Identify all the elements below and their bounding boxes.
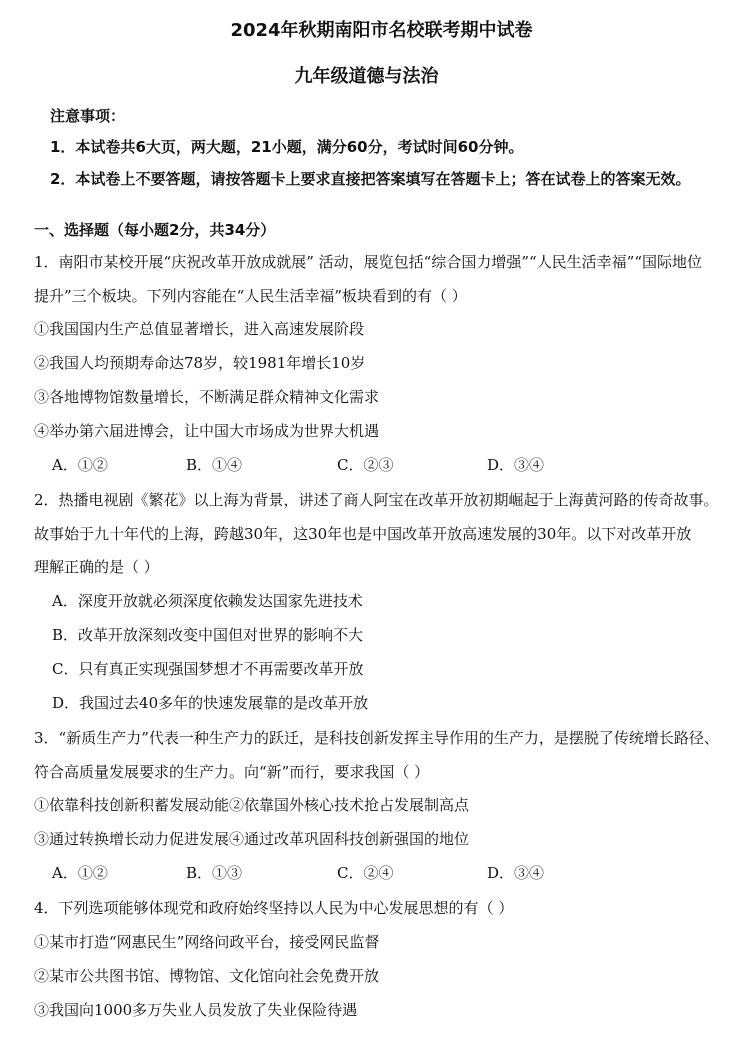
question-3-statement-1: ①依靠科技创新积蓄发展动能②依靠国外核心技术抢占发展制高点	[34, 796, 470, 814]
question-3-option-c: C．②④	[337, 864, 394, 882]
question-4-statement-1: ①某市打造“网惠民生”网络问政平台，接受网民监督	[34, 933, 380, 951]
question-1-statement-3: ③各地博物馆数量增长，不断满足群众精神文化需求	[34, 388, 380, 406]
question-3-option-d: D．③④	[487, 864, 545, 882]
question-4-statement-2: ②某市公共图书馆、博物馆、文化馆向社会免费开放	[34, 967, 380, 985]
question-4-stem-line-1: 4．下列选项能够体现党和政府始终坚持以人民为中心发展思想的有（ ）	[34, 899, 514, 917]
notice-item-2: 2．本试卷上不要答题，请按答题卡上要求直接把答案填写在答题卡上；答在试卷上的答案无效。	[50, 170, 691, 188]
question-3-option-b: B．①③	[186, 864, 243, 882]
question-2-option-c: C．只有真正实现强国梦想才不再需要改革开放	[52, 660, 364, 678]
question-2-stem-line-2: 故事始于九十年代的上海，跨越30年，这30年也是中国改革开放高速发展的30年。以下对改革开放	[34, 525, 692, 543]
question-1-option-b: B．①④	[186, 456, 243, 474]
question-1-option-d: D．③④	[487, 456, 545, 474]
question-1-stem-line-1: 1．南阳市某校开展“庆祝改革开放成就展” 活动，展览包括“综合国力增强”“人民生活幸福”“国际地位	[34, 253, 702, 271]
question-1-option-c: C．②③	[337, 456, 394, 474]
question-2-option-d: D．我国过去40多年的快速发展靠的是改革开放	[52, 694, 369, 712]
question-3-option-a: A．①②	[52, 864, 108, 882]
question-2-stem-line-1: 2．热播电视剧《繁花》以上海为背景，讲述了商人阿宝在改革开放初期崛起于上海黄河路的传奇故事。	[34, 491, 719, 509]
question-3-stem-line-1: 3．“新质生产力”代表一种生产力的跃迁，是科技创新发挥主导作用的生产力，是摆脱了传统增长路径、	[34, 729, 719, 747]
question-3-statement-2: ③通过转换增长动力促进发展④通过改革巩固科技创新强国的地位	[34, 830, 470, 848]
question-3-stem-line-2: 符合高质量发展要求的生产力。向“新”而行，要求我国（ ）	[34, 763, 430, 781]
notice-item-1: 1．本试卷共6大页，两大题，21小题，满分60分，考试时间60分钟。	[50, 138, 524, 156]
question-1-stem-line-2: 提升”三个板块。下列内容能在“人民生活幸福”板块看到的有（ ）	[34, 287, 467, 305]
question-1-option-a: A．①②	[52, 456, 108, 474]
question-2-stem-line-3: 理解正确的是（ ）	[34, 558, 159, 576]
exam-title: 2024年秋期南阳市名校联考期中试卷	[230, 20, 533, 41]
question-2-option-a: A．深度开放就必须深度依赖发达国家先进技术	[52, 592, 363, 610]
section-heading: 一、选择题（每小题2分，共34分）	[34, 221, 276, 239]
notice-heading: 注意事项：	[50, 107, 126, 125]
exam-subtitle: 九年级道德与法治	[294, 66, 439, 87]
question-4-statement-3: ③我国向1000多万失业人员发放了失业保险待遇	[34, 1001, 358, 1019]
question-1-statement-2: ②我国人均预期寿命达78岁，较1981年增长10岁	[34, 354, 366, 372]
question-2-option-b: B．改革开放深刻改变中国但对世界的影响不大	[52, 626, 364, 644]
question-1-statement-1: ①我国国内生产总值显著增长，进入高速发展阶段	[34, 320, 365, 338]
question-1-statement-4: ④举办第六届进博会，让中国大市场成为世界大机遇	[34, 422, 380, 440]
